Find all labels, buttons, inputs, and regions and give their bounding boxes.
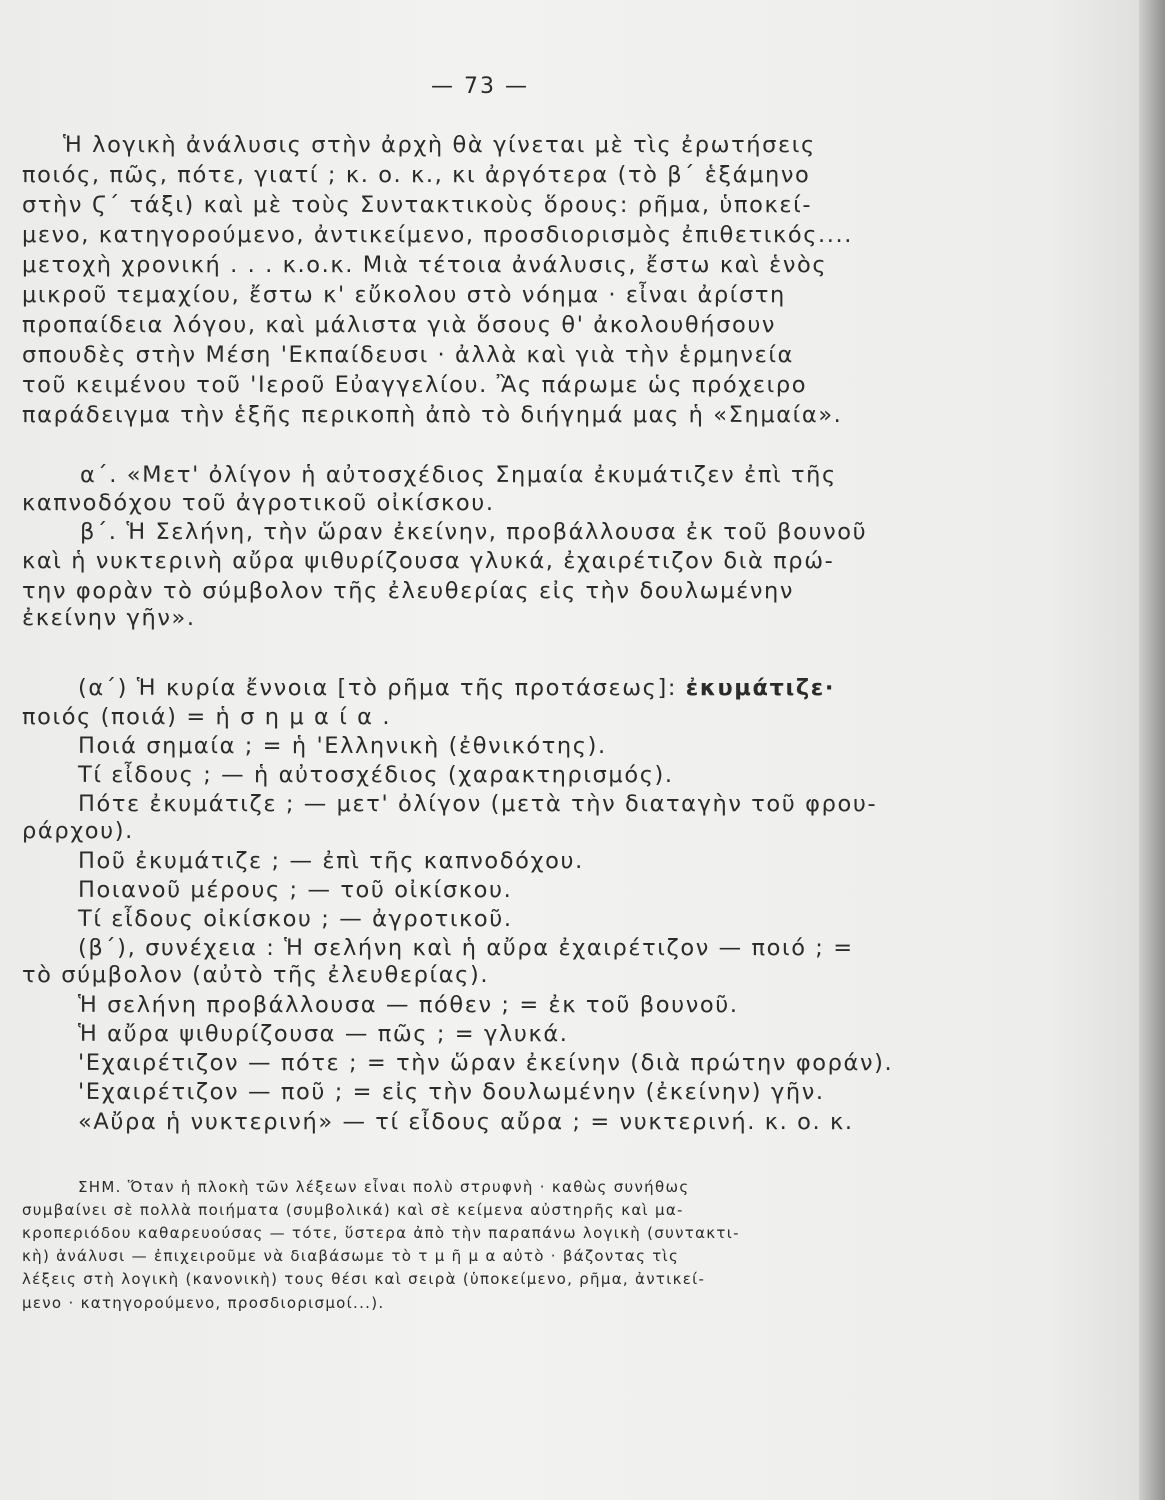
analysis-line: Πότε ἐκυμάτιζε ; — μετ' ὀλίγον (μετὰ τὴν διαταγὴν τοῦ φρου-	[78, 791, 878, 817]
analysis-line: Τί εἶδους ; — ἡ αὐτοσχέδιος (χαρακτηρισμός).	[78, 762, 674, 788]
intro-line: παράδειγμα τὴν ἑξῆς περικοπὴ ἀπὸ τὸ διήγημά μας ἡ «Σημαία».	[22, 402, 843, 428]
intro-line: προπαίδεια λόγου, καὶ μάλιστα γιὰ ὅσους θ' ἀκολουθήσουν	[22, 312, 777, 338]
excerpt-line: β΄. Ἡ Σελήνη, τὴν ὥραν ἐκείνην, προβάλλουσα ἐκ τοῦ βουνοῦ	[80, 519, 868, 545]
analysis-line: Ποιά σημαία ; = ἡ 'Ελληνικὴ (ἐθνικότης).	[78, 733, 607, 759]
analysis-heading	[78, 675, 835, 701]
intro-line: τοῦ κειμένου τοῦ 'Ιεροῦ Εὐαγγελίου. Ἂς πάρωμε ὡς πρόχειρο	[22, 372, 808, 398]
analysis-line: Ποῦ ἐκυμάτιζε ; — ἐπὶ τῆς καπνοδόχου.	[78, 848, 584, 874]
analysis-line: 'Εχαιρέτιζον — ποῦ ; = εἰς τὴν δουλωμένην (ἐκείνην) γῆν.	[78, 1079, 825, 1105]
analysis-line: Ἡ σελήνη προβάλλουσα — πόθεν ; = ἐκ τοῦ βουνοῦ.	[78, 992, 739, 1018]
analysis-line: «Αὔρα ἡ νυκτερινή» — τί εἶδους αὔρα ; = νυκτερινή. κ. ο. κ.	[78, 1109, 854, 1135]
footnote-line: συμβαίνει σὲ πολλὰ ποιήματα (συμβολικά) καὶ σὲ κείμενα αὐστηρῆς καὶ μα-	[22, 1201, 684, 1219]
analysis-line: Τί εἶδους οἰκίσκου ; — ἀγροτικοῦ.	[78, 906, 513, 932]
footnote-line: κροπεριόδου καθαρευούσας — τότε, ὕστερα ἀπὸ τὴν παραπάνω λογικὴ (συντακτι-	[22, 1224, 740, 1242]
analysis-line: ποιός (ποιά) = ἡ σ η μ α ί α .	[22, 704, 392, 730]
page-number: — 73 —	[431, 74, 529, 99]
footnote-line: μενο · κατηγορούμενο, προσδιορισμοί...).	[22, 1294, 385, 1312]
analysis-verb: ἐκυμάτιζε·	[685, 675, 835, 701]
analysis-line: 'Εχαιρέτιζον — πότε ; = τὴν ὥραν ἐκείνην (διὰ πρώτην φοράν).	[78, 1050, 894, 1076]
analysis-line: Ποιανοῦ μέρους ; — τοῦ οἰκίσκου.	[78, 877, 513, 903]
analysis-line: (β΄), συνέχεια : Ἡ σελήνη καὶ ἡ αὔρα ἐχαιρέτιζον — ποιό ; =	[78, 935, 854, 961]
intro-line: σπουδὲς στὴν Μέση 'Εκπαίδευσι · ἀλλὰ καὶ γιὰ τὴν ἑρμηνεία	[22, 342, 794, 368]
intro-line: μενο, κατηγορούμενο, ἀντικείμενο, προσδιορισμὸς ἐπιθετικός....	[22, 222, 854, 248]
footnote-line: ΣΗΜ. Ὅταν ἡ πλοκὴ τῶν λέξεων εἶναι πολὺ στρυφνὴ · καθὼς συνήθως	[78, 1178, 690, 1196]
analysis-line: ράρχου).	[22, 818, 134, 844]
excerpt-line: α΄. «Μετ' ὀλίγον ἡ αὐτοσχέδιος Σημαία ἐκυμάτιζεν ἐπὶ τῆς	[80, 462, 837, 488]
analysis-line: Ἡ αὔρα ψιθυρίζουσα — πῶς ; = γλυκά.	[78, 1021, 569, 1047]
analysis-heading-text: (α΄) Ἡ κυρία ἔννοια [τὸ ρῆμα τῆς προτάσεως]:	[78, 675, 678, 701]
page-edge	[1139, 0, 1165, 1500]
intro-line: μικροῦ τεμαχίου, ἔστω κ' εὔκολου στὸ νόημα · εἶναι ἀρίστη	[22, 282, 786, 308]
footnote-line: κὴ) ἀνάλυσι — ἐπιχειροῦμε νὰ διαβάσωμε τὸ τ μ ῆ μ α αὐτὸ · βάζοντας τὶς	[22, 1247, 680, 1265]
intro-line: στὴν Ϛ΄ τάξι) καὶ μὲ τοὺς Συντακτικοὺς ὅρους: ρῆμα, ὑποκεί-	[22, 192, 813, 218]
excerpt-line: καπνοδόχου τοῦ ἀγροτικοῦ οἰκίσκου.	[22, 490, 495, 516]
intro-line: μετοχὴ χρονική . . . κ.ο.κ. Μιὰ τέτοια ἀνάλυσις, ἔστω καὶ ἑνὸς	[22, 252, 828, 278]
excerpt-line: ἐκείνην γῆν».	[22, 605, 196, 631]
footnote-line: λέξεις στὴ λογικὴ (κανονικὴ) τους θέσι καὶ σειρὰ (ὑποκείμενο, ρῆμα, ἀντικεί-	[22, 1270, 706, 1288]
intro-line: Ἡ λογικὴ ἀνάλυσις στὴν ἀρχὴ θὰ γίνεται μὲ τὶς ἐρωτήσεις	[63, 132, 816, 158]
analysis-line: τὸ σύμβολον (αὐτὸ τῆς ἐλευθερίας).	[22, 962, 490, 988]
intro-line: ποιός, πῶς, πότε, γιατί ; κ. ο. κ., κι ἀργότερα (τὸ β΄ ἑξάμηνο	[22, 162, 811, 188]
excerpt-line: την φορὰν τὸ σύμβολον τῆς ἐλευθερίας εἰς τὴν δουλωμένην	[22, 578, 795, 604]
excerpt-line: καὶ ἡ νυκτερινὴ αὔρα ψιθυρίζουσα γλυκά, ἐχαιρέτιζον διὰ πρώ-	[22, 548, 835, 574]
